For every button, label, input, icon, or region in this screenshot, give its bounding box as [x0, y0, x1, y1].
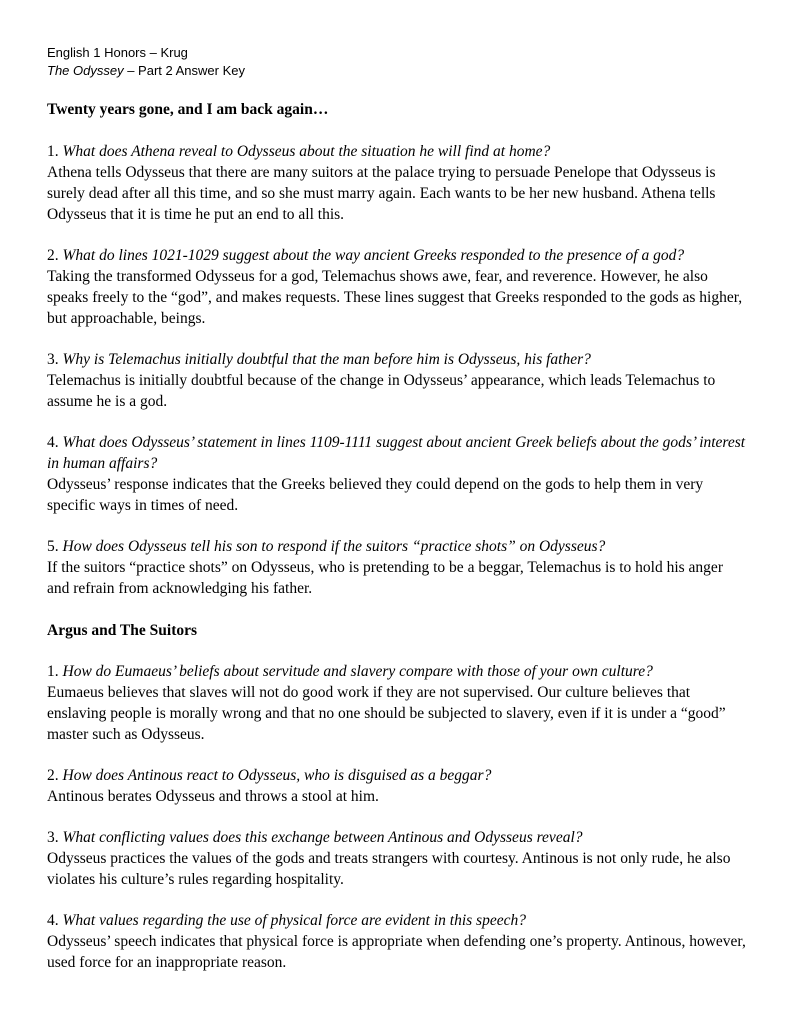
question-number: 2. [47, 767, 63, 784]
section-title: Argus and The Suitors [47, 622, 198, 639]
document-title [47, 62, 747, 80]
question-text: What conflicting values does this exchange between Antinous and Odysseus reveal? [62, 829, 583, 846]
question-text: How do Eumaeus’ beliefs about servitude and slavery compare with those of your own culture? [62, 663, 653, 680]
question-number: 3. [47, 351, 63, 368]
qa-item [47, 910, 747, 973]
question-text: How does Antinous react to Odysseus, who is disguised as a beggar? [62, 767, 492, 784]
qa-item [47, 765, 747, 807]
question-text: What does Odysseus’ statement in lines 1109-1111 suggest about ancient Greek beliefs about the gods’ interest in human affairs? [47, 434, 746, 472]
question-number: 1. [47, 143, 63, 160]
question-number: 5. [47, 538, 63, 555]
qa-item [47, 349, 747, 412]
question [47, 349, 747, 370]
question [47, 661, 747, 682]
question-number: 4. [47, 434, 63, 451]
question-text: What values regarding the use of physical force are evident in this speech? [62, 912, 526, 929]
document-page [47, 44, 747, 973]
question-number: 3. [47, 829, 63, 846]
answer-text: Odysseus’ response indicates that the Greeks believed they could depend on the gods to help them in very specific ways in times of need. [47, 476, 704, 514]
answer-text: Antinous berates Odysseus and throws a stool at him. [47, 788, 379, 805]
qa-item [47, 141, 747, 225]
question [47, 827, 747, 848]
section-title: Twenty years gone, and I am back again… [47, 101, 329, 118]
answer-text: Eumaeus believes that slaves will not do good work if they are not supervised. Our culture believes that enslaving people is morally wrong and that no one should be subjected to slavery, even if it is under a “good” master such as Odysseus. [47, 684, 726, 743]
answer-text: Athena tells Odysseus that there are many suitors at the palace trying to persuade Penelope that Odysseus is surely dead after all this time, and so she must marry again. Each wants to be her new husband. Athena tells Odysseus that it is time he put an end to all this. [47, 164, 716, 223]
question-text: Why is Telemachus initially doubtful that the man before him is Odysseus, his father? [62, 351, 591, 368]
title-rest: – Part 2 Answer Key [123, 63, 245, 78]
answer-text: If the suitors “practice shots” on Odysseus, who is pretending to be a beggar, Telemachus is to hold his anger and refrain from acknowledging his father. [47, 559, 723, 597]
question-number: 2. [47, 247, 63, 264]
question-text: What does Athena reveal to Odysseus about the situation he will find at home? [62, 143, 551, 160]
question [47, 432, 747, 474]
qa-item [47, 432, 747, 516]
question-text: How does Odysseus tell his son to respond if the suitors “practice shots” on Odysseus? [62, 538, 606, 555]
question-number: 1. [47, 663, 63, 680]
document-header [47, 44, 747, 80]
answer-text: Telemachus is initially doubtful because of the change in Odysseus’ appearance, which leads Telemachus to assume he is a god. [47, 372, 716, 410]
question [47, 910, 747, 931]
answer-text: Odysseus practices the values of the gods and treats strangers with courtesy. Antinous is not only rude, he also violates his culture’s rules regarding hospitality. [47, 850, 731, 888]
qa-item [47, 245, 747, 329]
qa-item [47, 536, 747, 599]
qa-item [47, 827, 747, 890]
course-line: English 1 Honors – Krug [47, 45, 188, 60]
question [47, 765, 747, 786]
answer-text: Odysseus’ speech indicates that physical force is appropriate when defending one’s property. Antinous, however, used force for an inappropriate reason. [47, 933, 746, 971]
answer-text: Taking the transformed Odysseus for a god, Telemachus shows awe, fear, and reverence. However, he also speaks freely to the “god”, and makes requests. These lines suggest that Greeks responded to the gods as higher, but approachable, beings. [47, 268, 743, 327]
question [47, 141, 747, 162]
question-number: 4. [47, 912, 63, 929]
title-italic: The Odyssey [47, 63, 124, 78]
question-text: What do lines 1021-1029 suggest about the way ancient Greeks responded to the presence of a god? [62, 247, 685, 264]
qa-item [47, 661, 747, 745]
question [47, 536, 747, 557]
question [47, 245, 747, 266]
